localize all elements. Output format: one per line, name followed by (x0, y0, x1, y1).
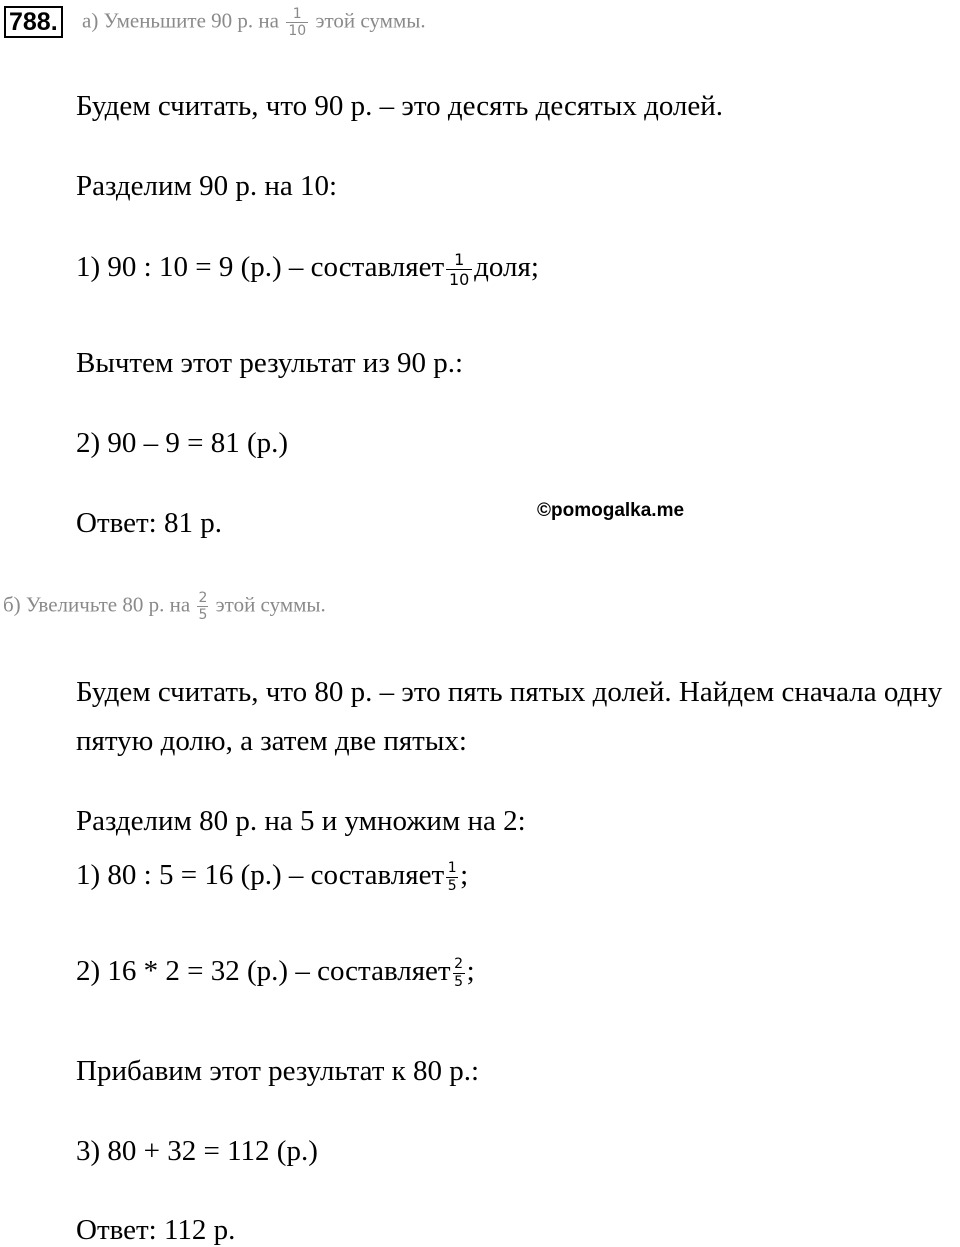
part-b-step-2-text: 2) 16 * 2 = 32 (р.) – составляет (76, 955, 451, 987)
part-b-step-2-fraction (453, 956, 465, 991)
part-b-step-1-fraction (446, 860, 458, 895)
part-a-condition (82, 6, 426, 39)
fraction-denominator: 5 (447, 877, 457, 894)
fraction-denominator: 5 (198, 607, 208, 623)
part-b-step-1-text: 1) 80 : 5 = 16 (р.) – составляет (76, 859, 445, 891)
part-a-condition-post: этой суммы. (315, 8, 426, 33)
fraction-numerator: 2 (198, 590, 208, 606)
part-b-step-2 (76, 954, 475, 991)
part-a-answer: Ответ: 81 р. (76, 507, 222, 539)
part-a-step-1-text: 1) 90 : 10 = 9 (р.) – составляет (76, 251, 445, 284)
part-b-condition-post: этой суммы. (215, 592, 326, 617)
fraction-denominator: 10 (448, 270, 470, 289)
part-b-step-2-post: ; (466, 955, 475, 987)
part-a-step-1 (76, 250, 539, 289)
part-a-condition-pre: а) Уменьшите 90 р. на (82, 8, 279, 33)
fraction-denominator: 10 (288, 23, 307, 39)
part-b-condition-fraction (197, 590, 208, 623)
fraction-numerator: 2 (454, 955, 464, 972)
fraction-numerator: 1 (447, 859, 457, 876)
part-b-line-1: Будем считать, что 80 р. – это пять пятых долей. Найдем сначала одну (76, 676, 943, 708)
part-a-line-3: Вычтем этот результат из 90 р.: (76, 347, 464, 379)
part-b-line-3: Прибавим этот результат к 80 р.: (76, 1055, 480, 1087)
part-b-line-1b: пятую долю, а затем две пятых: (76, 725, 467, 757)
part-a-condition-fraction (286, 6, 308, 39)
part-b-answer: Ответ: 112 р. (76, 1214, 236, 1246)
part-b-step-1 (76, 858, 468, 895)
part-a-line-2: Разделим 90 р. на 10: (76, 170, 338, 202)
part-a-line-1: Будем считать, что 90 р. – это десять десятых долей. (76, 90, 724, 122)
part-a-step-1-fraction (446, 250, 472, 289)
part-b-step-3: 3) 80 + 32 = 112 (р.) (76, 1135, 318, 1167)
watermark: ©pomogalka.me (537, 500, 685, 521)
part-b-condition-pre: б) Увеличьте 80 р. на (3, 592, 191, 617)
fraction-denominator: 5 (454, 973, 464, 990)
part-b-condition (3, 590, 326, 623)
part-a-step-1-post: доля; (474, 251, 539, 284)
part-b-line-2: Разделим 80 р. на 5 и умножим на 2: (76, 805, 526, 837)
fraction-numerator: 1 (292, 6, 302, 22)
part-b-step-1-post: ; (460, 859, 469, 891)
part-a-step-2: 2) 90 – 9 = 81 (р.) (76, 427, 289, 459)
problem-number: 788. (4, 6, 63, 38)
fraction-numerator: 1 (454, 250, 465, 269)
